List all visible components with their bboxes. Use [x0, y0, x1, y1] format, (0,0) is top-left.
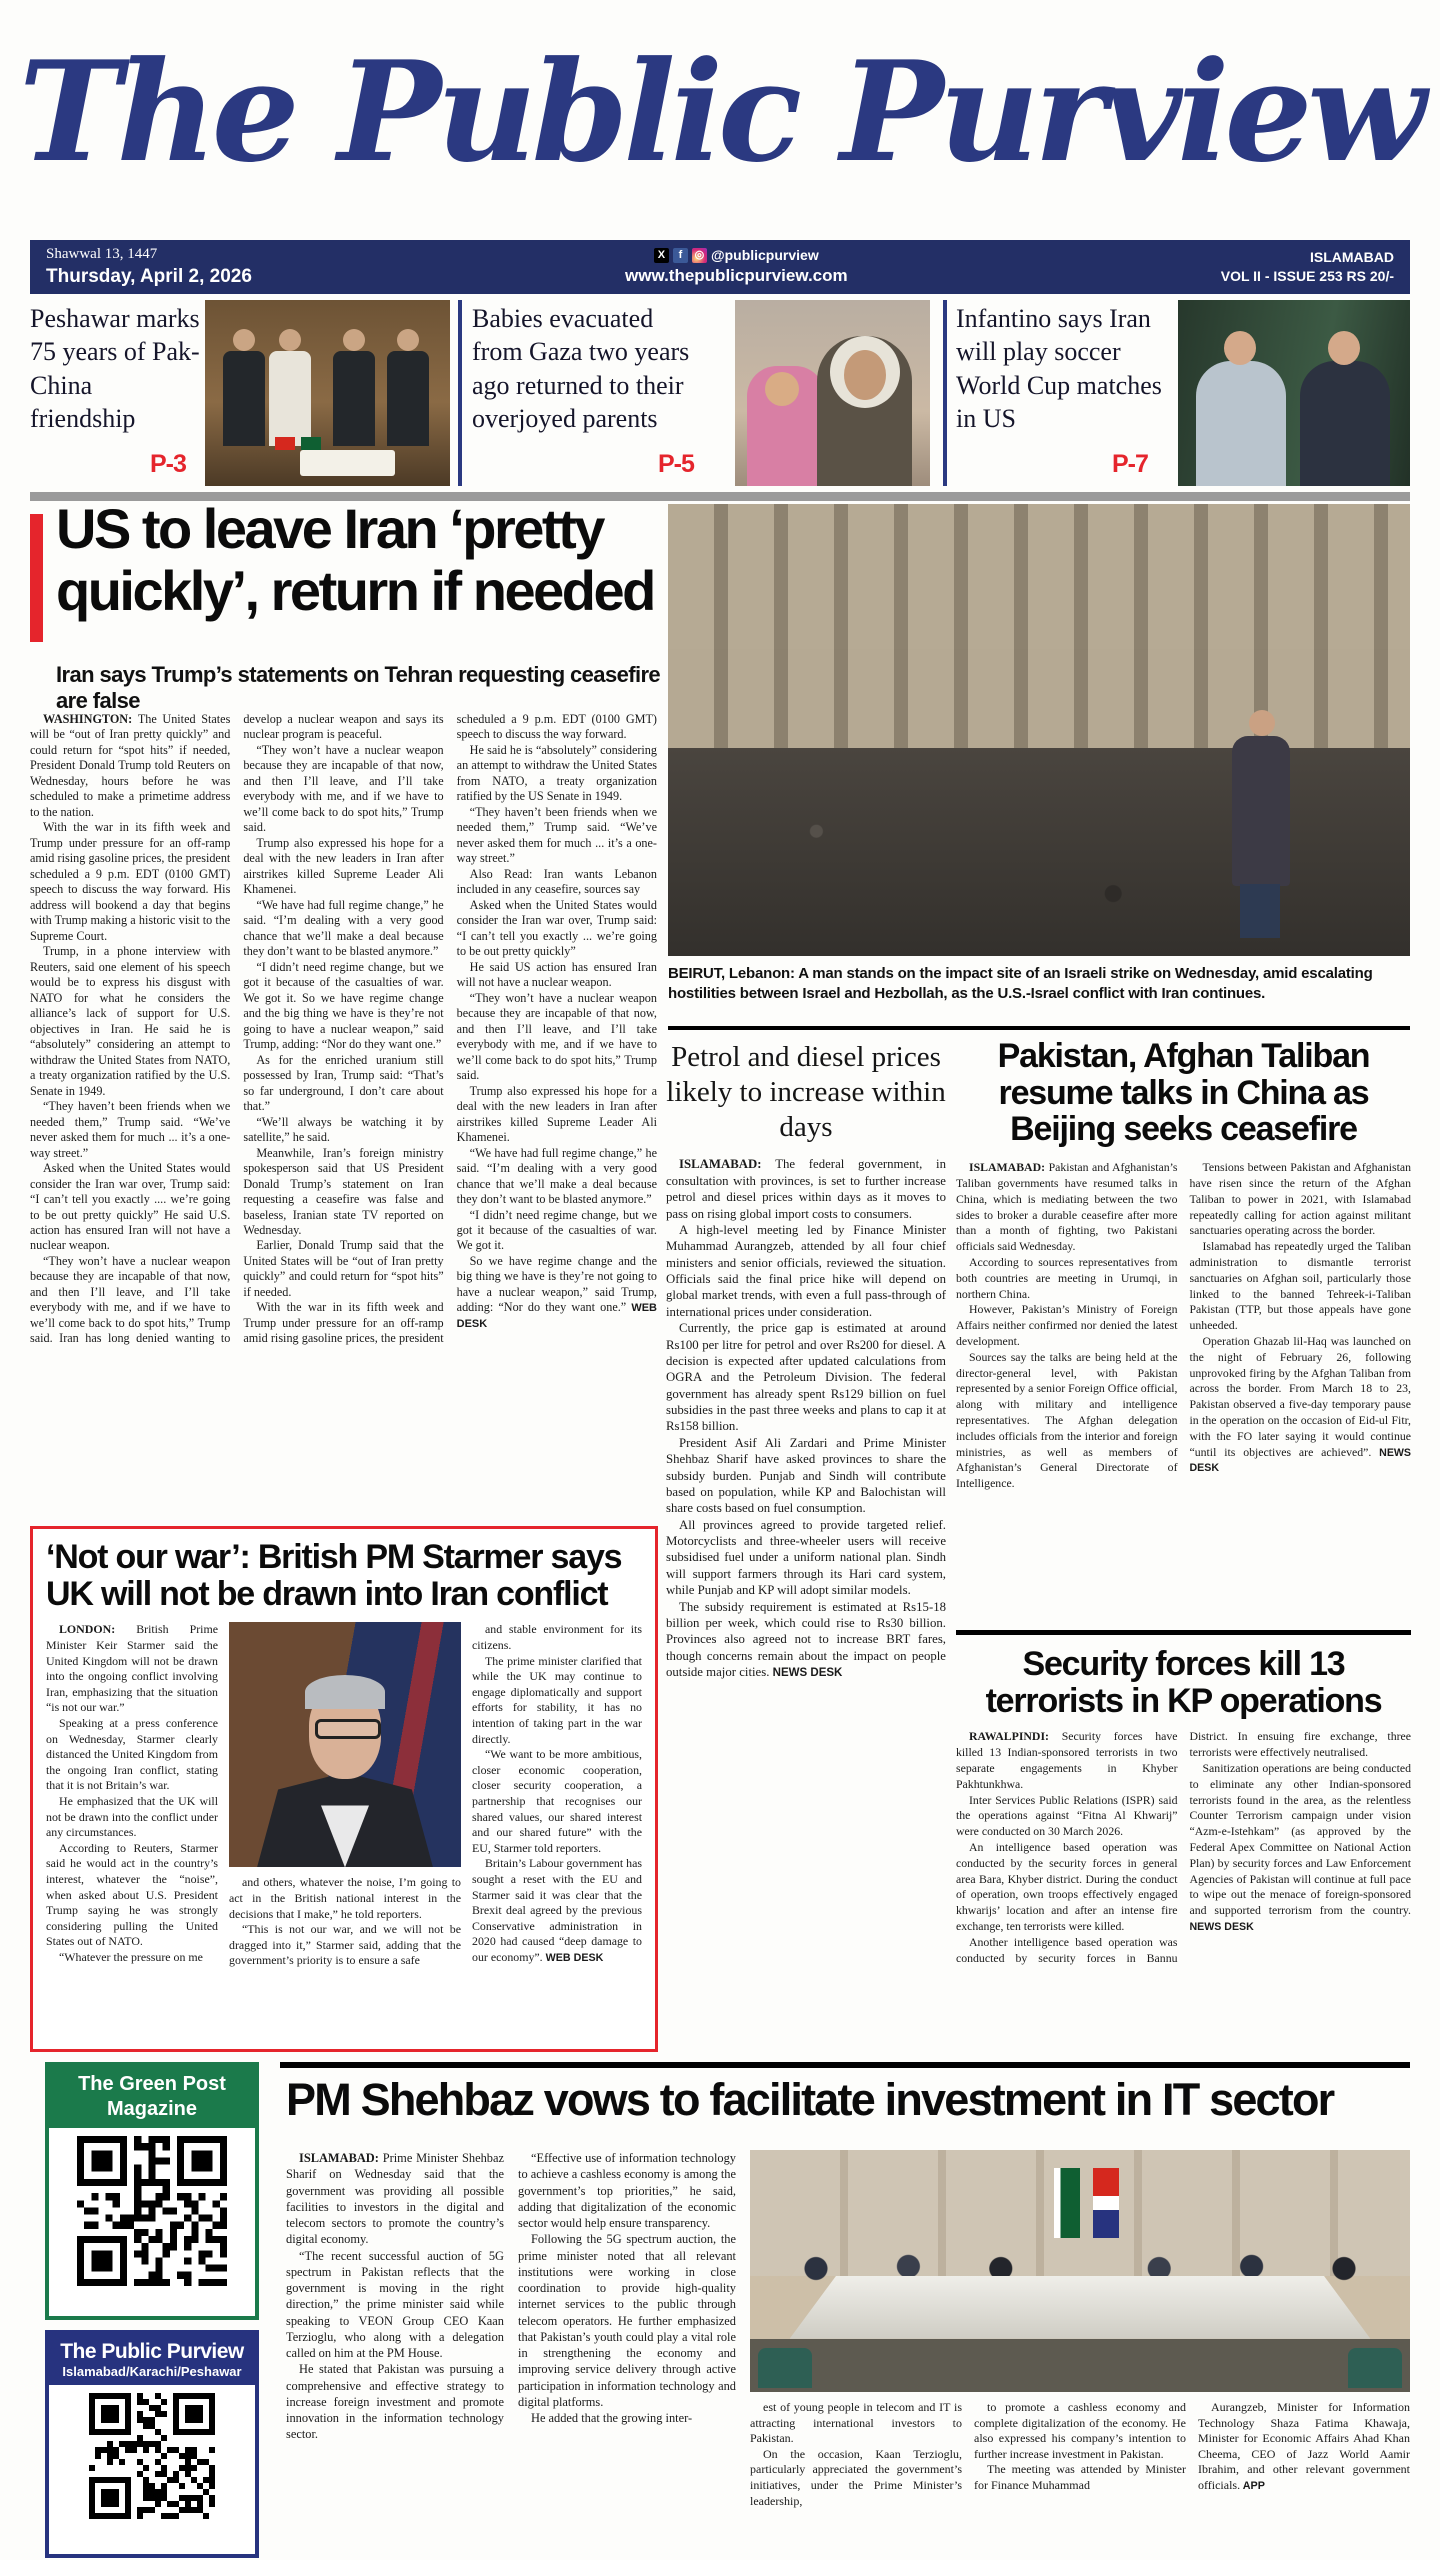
teaser-1-photo-cake-cutting — [205, 300, 450, 486]
starmer-photo — [229, 1622, 461, 1867]
article-paragraph: “They won’t have a nuclear weapon because they are incapable of that now, and then I’ll leave, and I’ll take everybody with me, and if we have to we’ll come back to do spot hits,” Trump said. — [243, 742, 444, 835]
article-paragraph: to promote a cashless economy and complete digitalization of the economy. He also expressed his company’s intention to further increase investment in Pakistan. — [974, 2400, 1186, 2461]
info-bar-center — [625, 246, 848, 288]
article-paragraph: With the war in its fifth week and Trump under pressure for an off-ramp amid rising gasoline prices, the president scheduled a 9 p.m. EDT (0100 GMT) speech to discuss the way forward. His address will bookend a day that begins with Trump making a historic visit to the Supreme Court. — [30, 820, 231, 943]
qr-code-public-purview — [89, 2393, 215, 2519]
article-paragraph: Trump also expressed his hope for a deal with the new leaders in Iran after airstrikes killed Supreme Leader Ali Khamenei. — [456, 1083, 657, 1145]
article-paragraph: RAWALPINDI: Security forces have killed 13 Indian-sponsored terrorists in two separate engagements in Khyber Pakhtunkhwa. — [956, 1729, 1178, 1791]
article-paragraph: According to sources representatives from both countries are meeting in Urumqi, in northern China. — [956, 1254, 1178, 1301]
article-paragraph: Asked when the United States would consider the Iran war over, Trump said: “I can’t tell you exactly ... we’re going to be out pretty quickly” — [456, 897, 657, 959]
lead-subhead: Iran says Trump’s statements on Tehran requesting ceasefire are false — [56, 662, 661, 713]
article-paragraph: Sources say the talks are being held at the director-general level, with Pakistan represented by a senior Foreign Office official, along with military and intelligence representatives. The Afghan delegation includes officials from the interior and foreign ministries, as well as members of Afghanistan’s General Directorate of Intelligence. — [956, 1349, 1178, 1491]
x-twitter-icon: X — [654, 248, 669, 263]
pm-right-area — [750, 2150, 1410, 2554]
article-paragraph: According to Reuters, Starmer said he would act in the country’s interest, whatever the “noise”, when asked about U.S. President Trump saying he was strongly considering pulling the United States out of NATO. — [46, 1840, 218, 1949]
petrol-article-body — [666, 1156, 946, 2004]
security-forces-article — [956, 1646, 1411, 2039]
article-paragraph: Trump, in a phone interview with Reuters, said one element of his speech would be to express his disgust with NATO for what he considers the alliance’s lack of support for U.S. objectives in Iran. He said he is “absolutely” considering an attempt to withdraw the United States from NATO, a treaty organization ratified by the U.S. Senate in 1949. — [30, 944, 231, 1098]
caption-rule — [668, 1026, 1410, 1030]
facebook-icon: f — [673, 248, 688, 263]
article-paragraph: and others, whatever the noise, I’m going to act in the British national interest in the decisions that I make,” he told reporters. — [229, 1875, 461, 1921]
article-paragraph: est of young people in telecom and IT is attracting international investors to Pakistan. — [750, 2400, 962, 2446]
article-paragraph: Earlier, Donald Trump said that the United States will be “out of Iran pretty quickly” and could return for “spot hits” if needed. — [243, 1238, 444, 1299]
info-bar-right — [1221, 248, 1394, 286]
starmer-headline: ‘Not our war’: British PM Starmer says UK will not be drawn into Iran conflict — [46, 1538, 622, 1613]
volume-issue-price: VOL II - ISSUE 253 RS 20/- — [1220, 268, 1394, 284]
article-paragraph: Currently, the price gap is estimated at around Rs100 per litre for petrol and over Rs200 for diesel. A decision is expected after updated calculations from OGRA and the Petroleum Division. The federal government has already spent Rs129 billion on fuel subsidies in the past three weeks and plans to cap it at Rs158 billion. — [666, 1321, 946, 1434]
article-paragraph: Aurangzeb, Minister for Information Technology Shaza Fatima Khawaja, Minister for Economic Affairs Ahad Khan Cheema, CEO of Jazz World Aamir Ibrahim, and other relevant government officials. APP — [1198, 2400, 1410, 2492]
article-paragraph: Operation Ghazab lil-Haq was launched on the night of February 26, following unprovoked firing by the Afghan Taliban from across the border. From March 18 to 23, Pakistan observed a five-day temporary pause in the operation on the occasion of Eid-ul Fitr, with the FO later saying it would continue “until its objectives are achieved”. NEWS DESK — [1189, 1333, 1411, 1475]
public-purview-cities: Islamabad/Karachi/Peshawar — [62, 2364, 242, 2379]
article-paragraph: A high-level meeting led by Finance Minister Muhammad Aurangzeb, attended by all four chief ministers and senior officials, reviewed the situation. Officials said the final price hike will depend on global market trends, with even a full pass-through of international prices under consideration. — [666, 1222, 946, 1319]
article-paragraph: “They won’t have a nuclear weapon because they are incapable of that now, and then I’ll leave, and I’ll take everybody with me, and if we have to we’ll come back to do spot hits,” Trump said. — [456, 990, 657, 1083]
article-paragraph: An intelligence based operation was conducted by the security forces in general area Bara, Khyber district. During the conduct of operation, own troops effectively engaged khwarijs’ location and after an intense fire exchange, ten terrorists were killed. — [956, 1840, 1178, 1933]
gregorian-date: Thursday, April 2, 2026 — [46, 266, 252, 288]
article-paragraph: He stated that Pakistan was pursuing a comprehensive and effective strategy to increase foreign investment and promote innovation in the information technology sector. — [286, 2362, 504, 2442]
teaser-2-photo-gaza-family — [735, 300, 930, 486]
taliban-article-body — [956, 1160, 1411, 1608]
article-paragraph: “We want to be more ambitious, closer economic cooperation, closer security cooperation, a partnership that recognises our shared values, our shared interest and our shared future” with the EU, Starmer told reporters. — [472, 1747, 642, 1855]
security-article-body — [956, 1729, 1411, 2039]
article-paragraph: Trump also expressed his hope for a deal with the new leaders in Iran after airstrikes killed Supreme Leader Ali Khamenei. — [243, 835, 444, 897]
taliban-headline: Pakistan, Afghan Taliban resume talks in China as Beijing seeks ceasefire — [997, 1037, 1370, 1149]
article-paragraph: The prime minister clarified that while the UK may continue to engage diplomatically and support efforts for stability, it has no intention of taking part in the war directly. — [472, 1653, 642, 1746]
article-paragraph: The subsidy requirement is estimated at Rs15-18 billion per week, which could rise to Rs30 billion. Provinces also agreed not to increase BRT fares, though concerns remain about the impact on people outside major cities. NEWS DESK — [666, 1599, 946, 1680]
taliban-talks-article — [956, 1038, 1411, 1608]
teaser-divider — [943, 300, 947, 486]
pm-below-photo-text — [750, 2400, 1410, 2552]
article-paragraph: “The recent successful auction of 5G spectrum in Pakistan reflects that the government is moving in the right direction,” the prime minister said while speaking to VEON Group CEO Kaan Terzioglu, who along with a delegation called on him at the PM House. — [286, 2248, 504, 2360]
lead-headline: US to leave Iran ‘pretty quickly’, return if needed — [56, 497, 654, 622]
headline-accent-bar — [30, 514, 43, 642]
qr-code-green-post — [77, 2136, 227, 2286]
article-paragraph: Tensions between Pakistan and Afghanistan have risen since the return of the Afghan Taliban to power in 2021, with Islamabad repeatedly calling for action against militant sanctuaries operating across the border. — [1189, 1160, 1411, 1238]
article-paragraph: He said he is “absolutely” considering an attempt to withdraw the United States from NATO, a treaty organization ratified by the US Senate in 1949. — [456, 742, 657, 804]
article-paragraph: Inter Services Public Relations (ISPR) said the operations against “Fitna Al Khwarij” were conducted on 30 March 2026. — [956, 1792, 1178, 1839]
article-paragraph: Islamabad has repeatedly urged the Taliban administration to dismantle terrorist sanctuaries on Afghan soil, particularly those linked to the banned Tehreek-i-Taliban Pakistan (TTP, but those appeals have gone unheeded. — [1189, 1239, 1411, 1333]
teaser-row — [30, 300, 1410, 486]
article-paragraph: Another intelligence based operation was conducted by security forces in Bannu District. In ensuing fire exchange, three terrorists were effectively neutralised. — [956, 1729, 1411, 1965]
petrol-article — [666, 1040, 946, 2004]
teaser-2-title[interactable]: Babies evacuated from Gaza two years ago returned to their overjoyed parents — [472, 304, 690, 433]
lead-article-body — [30, 712, 657, 1512]
public-purview-box — [45, 2330, 259, 2558]
article-paragraph: “Effective use of information technology to achieve a cashless economy is among the government’s top priorities,” he said, adding that digitalization of the economic sector would help ensure transparency. — [518, 2151, 736, 2230]
bottom-section-rule — [280, 2062, 1410, 2068]
starmer-article-box — [30, 1526, 658, 2052]
article-paragraph: “I didn’t need regime change, but we got it because of the casualties of war. We got it. — [456, 1207, 657, 1253]
lead-photo-caption: BEIRUT, Lebanon: A man stands on the impact site of an Israeli strike on Wednesday, amid escalating hostilities between Israel and Hezbollah, as the U.S.-Israel conflict with Iran continues. — [668, 965, 1373, 1002]
article-paragraph: Meanwhile, Iran’s foreign ministry spokesperson said that US President Donald Trump’s statement on Iran requesting a ceasefire was false and baseless, Iranian state TV reported on Wednesday. — [243, 1145, 444, 1237]
website-url: www.thepublicpurview.com — [625, 265, 848, 285]
teaser-2-page-ref[interactable]: P-5 — [658, 450, 694, 478]
article-paragraph: President Asif Ali Zardari and Prime Minister Shehbaz Sharif have asked provinces to share the subsidy burden. Punjab and Sindh will contribute based on population, while KP and Balochistan will share costs based on fuel consumption. — [666, 1435, 946, 1516]
pm-meeting-photo — [750, 2150, 1410, 2392]
info-bar-left — [46, 244, 252, 290]
teaser-3-photo-infantino — [1178, 300, 1410, 486]
article-paragraph: ISLAMABAD: The federal government, in consultation with provinces, is set to further increase petrol and diesel prices within days as it moves to pass on rising global import costs to consumers. — [666, 1157, 946, 1221]
article-paragraph: Also Read: Iran wants Lebanon included in any ceasefire, sources say — [456, 866, 657, 897]
article-paragraph: He added that the growing inter- — [531, 2411, 693, 2425]
article-paragraph: However, Pakistan’s Ministry of Foreign Affairs neither confirmed nor denied the latest development. — [956, 1302, 1178, 1348]
social-handle: @publicpurview — [710, 247, 819, 264]
article-paragraph: “We have had full regime change,” he said. “I’m dealing with a very good chance that we’ll make a deal because they don’t want to be blasted anymore.” — [243, 897, 444, 959]
article-paragraph: “They haven’t been friends when we needed them,” Trump said. “We’ve never asked them for much ... it’s a one-way street.” — [30, 1099, 231, 1160]
article-paragraph: LONDON: British Prime Minister Keir Starmer said the United Kingdom will not be drawn into the ongoing conflict involving Iran, emphasizing that the situation “is not our war.” — [46, 1622, 218, 1715]
starmer-column-1 — [46, 1622, 218, 1994]
article-paragraph: He emphasized that the UK will not be drawn into the conflict under any circumstances. — [46, 1793, 218, 1840]
article-paragraph: As for the enriched uranium still possessed by Iran, Trump said: “That’s so far underground, I don’t care about that.” — [243, 1052, 444, 1114]
petrol-headline: Petrol and diesel prices likely to increase within days — [666, 1041, 946, 1143]
masthead-title: The Public Purview — [18, 30, 1422, 193]
article-paragraph: Sanitization operations are being conducted to eliminate any other Indian-sponsored terrorists found in the area, as the relentless Counter Terrorism campaign under vision “Azm-e-Istehkam” (as approved by the Federal Apex Committee on National Action Plan) by security forces and Law Enforcement Agencies of Pakistan will continue at full pace to wipe out the menace of foreign-sponsored and supported terrorism from the country.NEWS DESK — [1189, 1761, 1411, 1933]
green-post-title: The Green Post — [78, 2073, 226, 2095]
pm-column-1 — [286, 2150, 504, 2554]
pm-article-body — [286, 2150, 1410, 2554]
public-purview-title: The Public Purview — [60, 2340, 244, 2363]
article-divider-rule — [956, 1630, 1411, 1635]
article-paragraph: Britain’s Labour government has sought a reset with the EU and Starmer said it was clear that the Brexit deal agreed by the previous Conservative administration in 2020 had caused “deep damage to our economy”. WEB DESK — [472, 1856, 642, 1964]
teaser-1-page-ref[interactable]: P-3 — [150, 450, 186, 478]
article-paragraph: So we have regime change and the big thing we have is they’re not going to have a nuclear weapon,” said Trump, adding: “Nor do they want one.” WEB DESK — [456, 1253, 657, 1331]
article-paragraph: “We’ll always be watching it by satellite,” he said. — [243, 1114, 444, 1145]
article-paragraph: Speaking at a press conference on Wednesday, Starmer clearly distanced the United Kingdom from the ongoing Iran conflict, stating that it is not Britain’s war. — [46, 1716, 218, 1793]
green-post-magazine-box — [45, 2062, 259, 2320]
teaser-1-title[interactable]: Peshawar marks 75 years of Pak-China friendship — [30, 304, 200, 433]
green-post-subtitle: Magazine — [106, 2098, 198, 2120]
starmer-column-3 — [472, 1622, 642, 1994]
article-paragraph: and stable environment for its citizens. — [472, 1622, 642, 1653]
masthead — [0, 26, 1440, 199]
teaser-divider — [458, 300, 462, 486]
article-paragraph: “Whatever the pressure on me — [59, 1949, 203, 1964]
article-paragraph: ISLAMABAD: Pakistan and Afghanistan’s Taliban governments have resumed talks in China, which is mediating between the two sides to broker a durable ceasefire after more than a month of fighting, two Pakistani officials said Wednesday. — [956, 1160, 1178, 1254]
security-headline: Security forces kill 13 terrorists in KP operations — [985, 1645, 1382, 1720]
article-paragraph: ISLAMABAD: Prime Minister Shehbaz Sharif on Wednesday said that the government was providing all possible facilities to investors in the digital and telecom sectors to promote the country’s digital economy. — [286, 2151, 504, 2247]
edition-city: ISLAMABAD — [1310, 249, 1394, 266]
pm-column-2 — [518, 2150, 736, 2554]
article-paragraph: “They won’t have a nuclear weapon because they are incapable of that now, and then I’ll leave, and I’ll take everybody with me, and if we have to we’ll come back to do spot hits,” Trump said. Iran has long denied wanting to develop a nuclear weapon and says its nuclear program is peaceful. — [30, 712, 444, 1346]
article-paragraph: WASHINGTON: The United States will be “out of Iran pretty quickly” and could return for “spot hits” if needed, President Donald Trump told Reuters on Wednesday, hours before he was scheduled to make a primetime address to the nation. — [30, 712, 231, 819]
article-paragraph: “I didn’t need regime change, but we got it because of the casualties of war. We got it. So we have regime change and the big thing we have is they’re not going to have a nuclear weapon,” said Trump, adding: “Nor do they want one.” — [243, 959, 444, 1052]
instagram-icon: ◎ — [692, 248, 707, 263]
pm-headline: PM Shehbaz vows to facilitate investment in IT sector — [286, 2074, 1334, 2125]
article-paragraph: With the war in its fifth week and Trump under pressure for an off-ramp amid rising gasoline prices, the president scheduled a 9 p.m. EDT (0100 GMT) speech to discuss the way forward. — [243, 712, 657, 1346]
hijri-date: Shawwal 13, 1447 — [46, 246, 158, 263]
article-paragraph: On the occasion, Kaan Terzioglu, particularly appreciated the government’s initiatives, under the Prime Minister’s leadership, — [750, 2446, 962, 2508]
teaser-3-page-ref[interactable]: P-7 — [1112, 450, 1148, 478]
article-paragraph: “This is not our war, and we will not be dragged into it,” Starmer said, adding that the government’s priority is to ensure a safe — [229, 1922, 461, 1968]
lead-photo-beirut-strike-site — [668, 504, 1410, 956]
article-paragraph: He said US action has ensured Iran will not have a nuclear weapon. — [456, 959, 657, 990]
article-paragraph: All provinces agreed to provide targeted relief. Motorcyclists and three-wheeler users will receive subsidised fuel under a uniform national plan. Sindh will support farmers through its Hari card system, while Punjab and KP will adopt similar models. — [666, 1517, 946, 1598]
teaser-3-title[interactable]: Infantino says Iran will play soccer World Cup matches in US — [956, 304, 1162, 433]
article-paragraph: Following the 5G spectrum auction, the prime minister noted that all relevant institutions were working in close coordination to provide high-quality internet services to the public through telecom operators. He further emphasized that Pakistan’s youth could play a vital role in strengthening the economy and improving service delivery through active participation in information technology and digital platforms. — [518, 2232, 736, 2409]
article-paragraph: The meeting was attended by Minister for Finance Muhammad — [974, 2462, 1186, 2492]
article-paragraph: “We have had full regime change,” he said. “I’m dealing with a very good chance that we’ll make a deal because they don’t want to be blasted anymore.” — [456, 1145, 657, 1207]
info-bar — [30, 240, 1410, 294]
article-paragraph: “They haven’t been friends when we needed them,” Trump said. “We’ve never asked them for much ... it’s a one-way street.” — [456, 804, 657, 866]
article-paragraph: Asked when the United States would consider the Iran war over, Trump said: “I can’t tell you exactly .... we’re going to be out pretty quickly” He said U.S. action has ensured Iran will not have a nuclear weapon. — [30, 1161, 231, 1253]
